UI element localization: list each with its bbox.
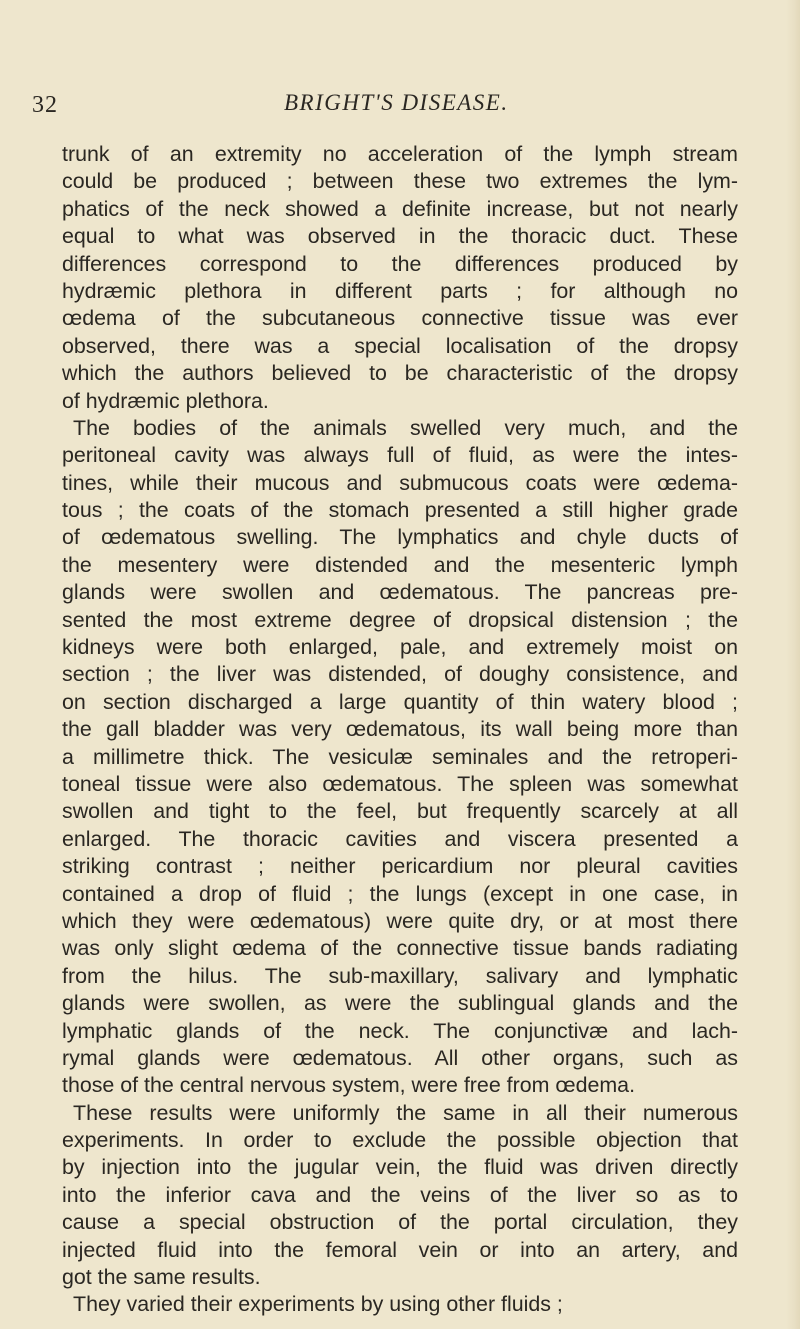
text-line: swollen and tight to the feel, but frequently scarcely at all xyxy=(62,799,738,824)
text-line: striking contrast ; neither pericardium nor pleural cavities xyxy=(62,854,738,879)
text-line: The bodies of the animals swelled very much, and the xyxy=(73,415,738,440)
text-line: the mesentery were distended and the mesenteric lymph xyxy=(62,552,738,577)
text-line: was only slight œdema of the connective tissue bands radiating xyxy=(62,936,738,961)
text-line: into the inferior cava and the veins of the liver so as to xyxy=(62,1182,738,1207)
body-text xyxy=(62,141,738,1319)
text-line: œdema of the subcutaneous connective tissue was ever xyxy=(62,306,738,331)
text-line: toneal tissue were also œdematous. The spleen was somewhat xyxy=(62,771,738,796)
text-line: contained a drop of fluid ; the lungs (except in one case, in xyxy=(62,881,738,906)
text-line: They varied their experiments by using other fluids ; xyxy=(73,1292,563,1317)
paragraph xyxy=(62,141,738,415)
text-line: from the hilus. The sub-maxillary, salivary and lymphatic xyxy=(62,963,738,988)
text-line: phatics of the neck showed a definite increase, but not nearly xyxy=(62,196,738,221)
text-line: equal to what was observed in the thoracic duct. These xyxy=(62,224,738,249)
text-line: glands were swollen, as were the sublingual glands and the xyxy=(62,991,738,1016)
running-title: BRIGHT'S DISEASE. xyxy=(284,90,509,115)
text-line: by injection into the jugular vein, the fluid was driven directly xyxy=(62,1155,738,1180)
text-line: which the authors believed to be characteristic of the dropsy xyxy=(62,361,738,386)
paragraph xyxy=(62,1100,738,1292)
text-line: observed, there was a special localisation of the dropsy xyxy=(62,333,738,358)
text-line: section ; the liver was distended, of doughy consistence, and xyxy=(62,662,738,687)
text-line: tous ; the coats of the stomach presented a still higher grade xyxy=(62,498,738,523)
text-line: which they were œdematous) were quite dry, or at most there xyxy=(62,908,738,933)
text-line: trunk of an extremity no acceleration of the lymph stream xyxy=(62,142,738,166)
text-line: on section discharged a large quantity of thin watery blood ; xyxy=(62,689,738,714)
text-line: enlarged. The thoracic cavities and viscera presented a xyxy=(62,826,738,851)
text-line: glands were swollen and œdematous. The pancreas pre- xyxy=(62,580,738,605)
page-edge xyxy=(786,0,800,1329)
text-line: kidneys were both enlarged, pale, and extremely moist on xyxy=(62,635,738,660)
text-line: cause a special obstruction of the portal circulation, they xyxy=(62,1210,738,1235)
text-line: injected fluid into the femoral vein or into an artery, and xyxy=(62,1237,738,1262)
text-line: the gall bladder was very œdematous, its wall being more than xyxy=(62,717,738,742)
text-line: of hydræmic plethora. xyxy=(62,388,269,413)
text-line: peritoneal cavity was always full of fluid, as were the intes- xyxy=(62,443,738,468)
text-line: could be produced ; between these two extremes the lym- xyxy=(62,169,738,194)
text-line: lymphatic glands of the neck. The conjunctivæ and lach- xyxy=(62,1018,738,1043)
text-line: got the same results. xyxy=(62,1265,261,1290)
text-line: experiments. In order to exclude the possible objection that xyxy=(62,1128,738,1153)
text-line: of œdematous swelling. The lymphatics and chyle ducts of xyxy=(62,525,738,550)
text-line: those of the central nervous system, were free from œdema. xyxy=(62,1073,636,1098)
page-header xyxy=(0,88,800,124)
text-line: sented the most extreme degree of dropsical distension ; the xyxy=(62,607,738,632)
text-line: differences correspond to the differences produced by xyxy=(62,251,738,276)
text-line: These results were uniformly the same in all their numerous xyxy=(73,1100,738,1125)
paragraph xyxy=(62,1291,738,1318)
text-line: tines, while their mucous and submucous coats were œdema- xyxy=(62,470,738,495)
text-line: rymal glands were œdematous. All other organs, such as xyxy=(62,1045,738,1070)
text-line: hydræmic plethora in different parts ; for although no xyxy=(62,278,738,303)
page-number: 32 xyxy=(32,92,58,118)
paragraph xyxy=(62,415,738,1100)
text-line: a millimetre thick. The vesiculæ seminales and the retroperi- xyxy=(62,744,738,769)
